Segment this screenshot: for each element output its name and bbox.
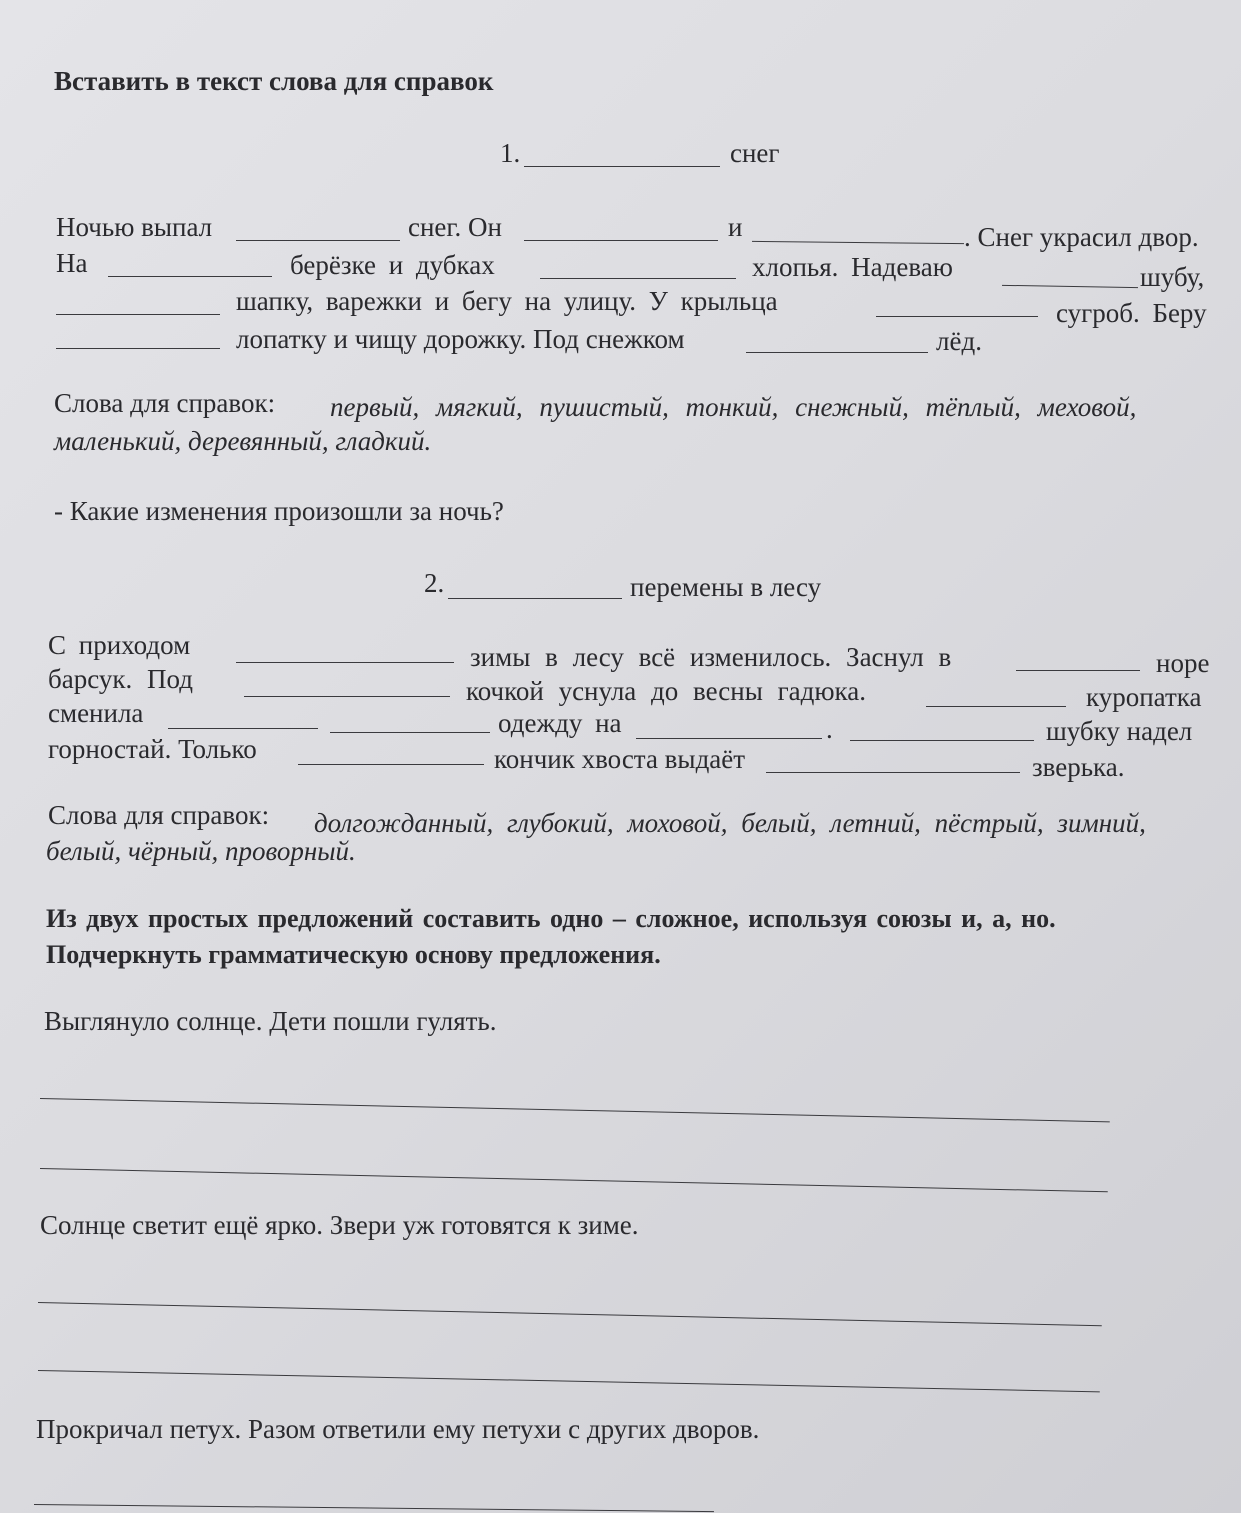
ex2-text: . — [826, 714, 833, 744]
ex2-blank[interactable] — [1016, 670, 1140, 671]
sentence-1: Выглянуло солнце. Дети пошли гулять. — [44, 1006, 497, 1036]
answer-line[interactable] — [40, 1168, 1108, 1192]
ex2-text: кочкой уснула до весны гадюка. — [466, 676, 866, 706]
ex1-blank[interactable] — [540, 278, 736, 279]
ex2-blank[interactable] — [850, 740, 1034, 741]
ex2-blank[interactable] — [636, 738, 822, 739]
ex1-text: лёд. — [936, 326, 982, 356]
ex1-blank[interactable] — [108, 276, 272, 277]
ex2-text: норе — [1156, 648, 1210, 678]
ex1-text: шубу, — [1140, 262, 1205, 292]
ex1-text: хлопья. Надеваю — [752, 252, 953, 282]
answer-line[interactable] — [34, 1504, 714, 1512]
ex2-text: сменила — [48, 698, 144, 728]
ex2-blank[interactable] — [298, 764, 484, 765]
ex2-blank[interactable] — [330, 732, 490, 733]
answer-line[interactable] — [40, 1098, 1110, 1122]
ex1-blank[interactable] — [56, 314, 220, 315]
ex2-text: С приходом — [48, 630, 191, 660]
ex1-text: сугроб. Беру — [1056, 298, 1207, 328]
ex2-blank[interactable] — [926, 706, 1066, 707]
ex2-text: одежду на — [498, 708, 622, 738]
ex2-title-blank[interactable] — [448, 598, 622, 599]
ex2-blank[interactable] — [766, 772, 1020, 773]
ex2-hint-words: белый, чёрный, проворный. — [46, 836, 356, 866]
task2-instruction: Из двух простых предложений составить одно – сложное, используя союзы и, а, но. — [46, 904, 1056, 933]
ex2-text: горностай. Только — [48, 734, 257, 764]
ex1-text: лопатку и чищу дорожку. Под снежком — [236, 324, 685, 354]
ex1-number: 1. — [500, 138, 521, 168]
ex2-title-words: перемены в лесу — [630, 572, 822, 602]
ex1-blank[interactable] — [1002, 285, 1138, 288]
ex2-number: 2. — [424, 568, 445, 598]
ex1-hint-words: первый, мягкий, пушистый, тонкий, снежный, тёплый, меховой, — [330, 392, 1137, 422]
sentence-2: Солнце светит ещё ярко. Звери уж готовятся к зиме. — [40, 1210, 639, 1240]
ex1-text: На — [56, 248, 88, 278]
task2-instruction: Подчеркнуть грамматическую основу предложения. — [46, 940, 661, 969]
ex1-blank[interactable] — [524, 240, 718, 241]
ex1-blank[interactable] — [746, 352, 928, 353]
ex1-blank[interactable] — [876, 316, 1038, 317]
ex1-text: шапку, варежки и бегу на улицу. У крыльца — [236, 286, 778, 316]
ex2-text: шубку надел — [1046, 716, 1193, 746]
ex2-hint-words: долгожданный, глубокий, моховой, белый, летний, пёстрый, зимний, — [314, 808, 1146, 838]
answer-line[interactable] — [38, 1302, 1102, 1326]
ex2-text: барсук. Под — [48, 664, 193, 694]
ex2-text: зверька. — [1032, 752, 1125, 782]
ex2-blank[interactable] — [168, 728, 318, 729]
ex1-hint-label: Слова для справок: — [54, 388, 276, 418]
ex1-text: Ночью выпал — [56, 212, 213, 242]
ex2-blank[interactable] — [244, 696, 450, 697]
ex2-blank[interactable] — [236, 662, 454, 663]
ex1-question: - Какие изменения произошли за ночь? — [54, 496, 504, 526]
ex1-title-blank[interactable] — [524, 166, 720, 167]
ex2-text: зимы в лесу всё изменилось. Заснул в — [470, 642, 952, 672]
ex1-title-word: снег — [730, 138, 780, 168]
task1-title: Вставить в текст слова для справок — [54, 66, 494, 96]
ex1-blank[interactable] — [236, 240, 400, 241]
answer-line[interactable] — [38, 1370, 1100, 1392]
ex1-text: снег. Он — [408, 212, 502, 242]
ex1-blank[interactable] — [752, 241, 964, 244]
ex1-blank[interactable] — [56, 348, 220, 349]
ex2-hint-label: Слова для справок: — [48, 800, 270, 830]
ex1-hint-words: маленький, деревянный, гладкий. — [54, 426, 432, 456]
ex1-text: и — [728, 212, 743, 242]
ex1-text: берёзке и дубках — [290, 250, 495, 280]
ex2-text: кончик хвоста выдаёт — [494, 744, 746, 774]
ex1-text: . Снег украсил двор. — [964, 222, 1199, 252]
sentence-3: Прокричал петух. Разом ответили ему петухи с других дворов. — [36, 1414, 760, 1444]
ex2-text: куропатка — [1086, 682, 1202, 712]
